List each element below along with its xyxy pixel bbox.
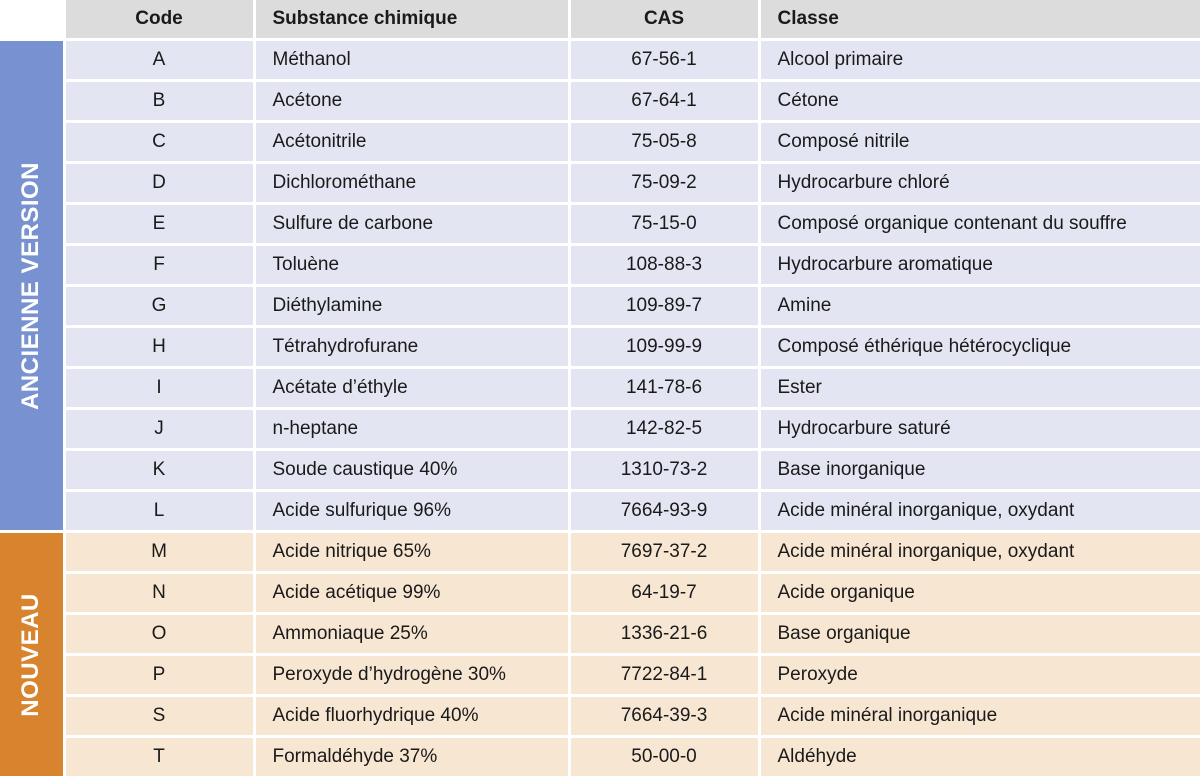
substance-cell: Ammoniaque 25% (254, 614, 569, 655)
table-row (0, 245, 1200, 286)
group-label-ancienne-version (0, 40, 64, 532)
code-cell: L (64, 491, 254, 532)
substance-cell: Acide acétique 99% (254, 573, 569, 614)
cas-cell: 50-00-0 (569, 737, 759, 777)
table-row (0, 655, 1200, 696)
table-row (0, 532, 1200, 573)
substance-cell: Acide fluorhydrique 40% (254, 696, 569, 737)
substance-cell: Tétrahydrofurane (254, 327, 569, 368)
code-cell: J (64, 409, 254, 450)
cas-cell: 67-64-1 (569, 81, 759, 122)
code-cell: A (64, 40, 254, 81)
table-row (0, 491, 1200, 532)
substance-cell: Acétate d’éthyle (254, 368, 569, 409)
code-cell: B (64, 81, 254, 122)
substance-cell: n-heptane (254, 409, 569, 450)
cas-cell: 108-88-3 (569, 245, 759, 286)
code-cell: C (64, 122, 254, 163)
cas-cell: 1310-73-2 (569, 450, 759, 491)
code-cell: P (64, 655, 254, 696)
cas-cell: 7697-37-2 (569, 532, 759, 573)
cas-cell: 75-05-8 (569, 122, 759, 163)
header-classe: Classe (759, 0, 1200, 40)
classe-cell: Alcool primaire (759, 40, 1200, 81)
classe-cell: Acide organique (759, 573, 1200, 614)
code-cell: F (64, 245, 254, 286)
code-cell: N (64, 573, 254, 614)
table-row (0, 696, 1200, 737)
group-label-text: NOUVEAU (17, 592, 45, 717)
code-cell: E (64, 204, 254, 245)
substance-cell: Diéthylamine (254, 286, 569, 327)
classe-cell: Acide minéral inorganique, oxydant (759, 532, 1200, 573)
cas-cell: 109-89-7 (569, 286, 759, 327)
code-cell: O (64, 614, 254, 655)
cas-cell: 64-19-7 (569, 573, 759, 614)
cas-cell: 7664-93-9 (569, 491, 759, 532)
table-row (0, 450, 1200, 491)
table-row (0, 327, 1200, 368)
table-row (0, 368, 1200, 409)
table-row (0, 573, 1200, 614)
classe-cell: Base organique (759, 614, 1200, 655)
header-cas: CAS (569, 0, 759, 40)
table-row (0, 409, 1200, 450)
header-code: Code (64, 0, 254, 40)
substance-cell: Méthanol (254, 40, 569, 81)
code-cell: K (64, 450, 254, 491)
table-row (0, 614, 1200, 655)
substance-cell: Acétonitrile (254, 122, 569, 163)
classe-cell: Composé éthérique hétérocyclique (759, 327, 1200, 368)
header-spacer (0, 0, 64, 40)
table-row (0, 81, 1200, 122)
cas-cell: 142-82-5 (569, 409, 759, 450)
table-row (0, 286, 1200, 327)
classe-cell: Acide minéral inorganique (759, 696, 1200, 737)
classe-cell: Amine (759, 286, 1200, 327)
classe-cell: Aldéhyde (759, 737, 1200, 777)
code-cell: T (64, 737, 254, 777)
substance-cell: Acide sulfurique 96% (254, 491, 569, 532)
table-row (0, 737, 1200, 777)
code-cell: I (64, 368, 254, 409)
code-cell: S (64, 696, 254, 737)
substance-cell: Soude caustique 40% (254, 450, 569, 491)
table-row (0, 163, 1200, 204)
classe-cell: Cétone (759, 81, 1200, 122)
table-header-row (0, 0, 1200, 40)
group-label-text: ANCIENNE VERSION (17, 161, 45, 410)
code-cell: M (64, 532, 254, 573)
cas-cell: 7664-39-3 (569, 696, 759, 737)
cas-cell: 141-78-6 (569, 368, 759, 409)
classe-cell: Hydrocarbure saturé (759, 409, 1200, 450)
classe-cell: Hydrocarbure aromatique (759, 245, 1200, 286)
classe-cell: Composé organique contenant du souffre (759, 204, 1200, 245)
cas-cell: 75-15-0 (569, 204, 759, 245)
substance-cell: Sulfure de carbone (254, 204, 569, 245)
substance-cell: Dichlorométhane (254, 163, 569, 204)
cas-cell: 1336-21-6 (569, 614, 759, 655)
code-cell: H (64, 327, 254, 368)
classe-cell: Acide minéral inorganique, oxydant (759, 491, 1200, 532)
classe-cell: Peroxyde (759, 655, 1200, 696)
substance-cell: Toluène (254, 245, 569, 286)
classe-cell: Composé nitrile (759, 122, 1200, 163)
code-cell: D (64, 163, 254, 204)
group-label-nouveau (0, 532, 64, 777)
classe-cell: Base inorganique (759, 450, 1200, 491)
table-row (0, 204, 1200, 245)
table-body (0, 40, 1200, 777)
cas-cell: 109-99-9 (569, 327, 759, 368)
cas-cell: 7722-84-1 (569, 655, 759, 696)
substance-cell: Peroxyde d’hydrogène 30% (254, 655, 569, 696)
cas-cell: 75-09-2 (569, 163, 759, 204)
substance-cell: Formaldéhyde 37% (254, 737, 569, 777)
classe-cell: Hydrocarbure chloré (759, 163, 1200, 204)
header-substance: Substance chimique (254, 0, 569, 40)
substance-cell: Acide nitrique 65% (254, 532, 569, 573)
table-row (0, 122, 1200, 163)
substance-cell: Acétone (254, 81, 569, 122)
cas-cell: 67-56-1 (569, 40, 759, 81)
code-cell: G (64, 286, 254, 327)
classe-cell: Ester (759, 368, 1200, 409)
table-row (0, 40, 1200, 81)
